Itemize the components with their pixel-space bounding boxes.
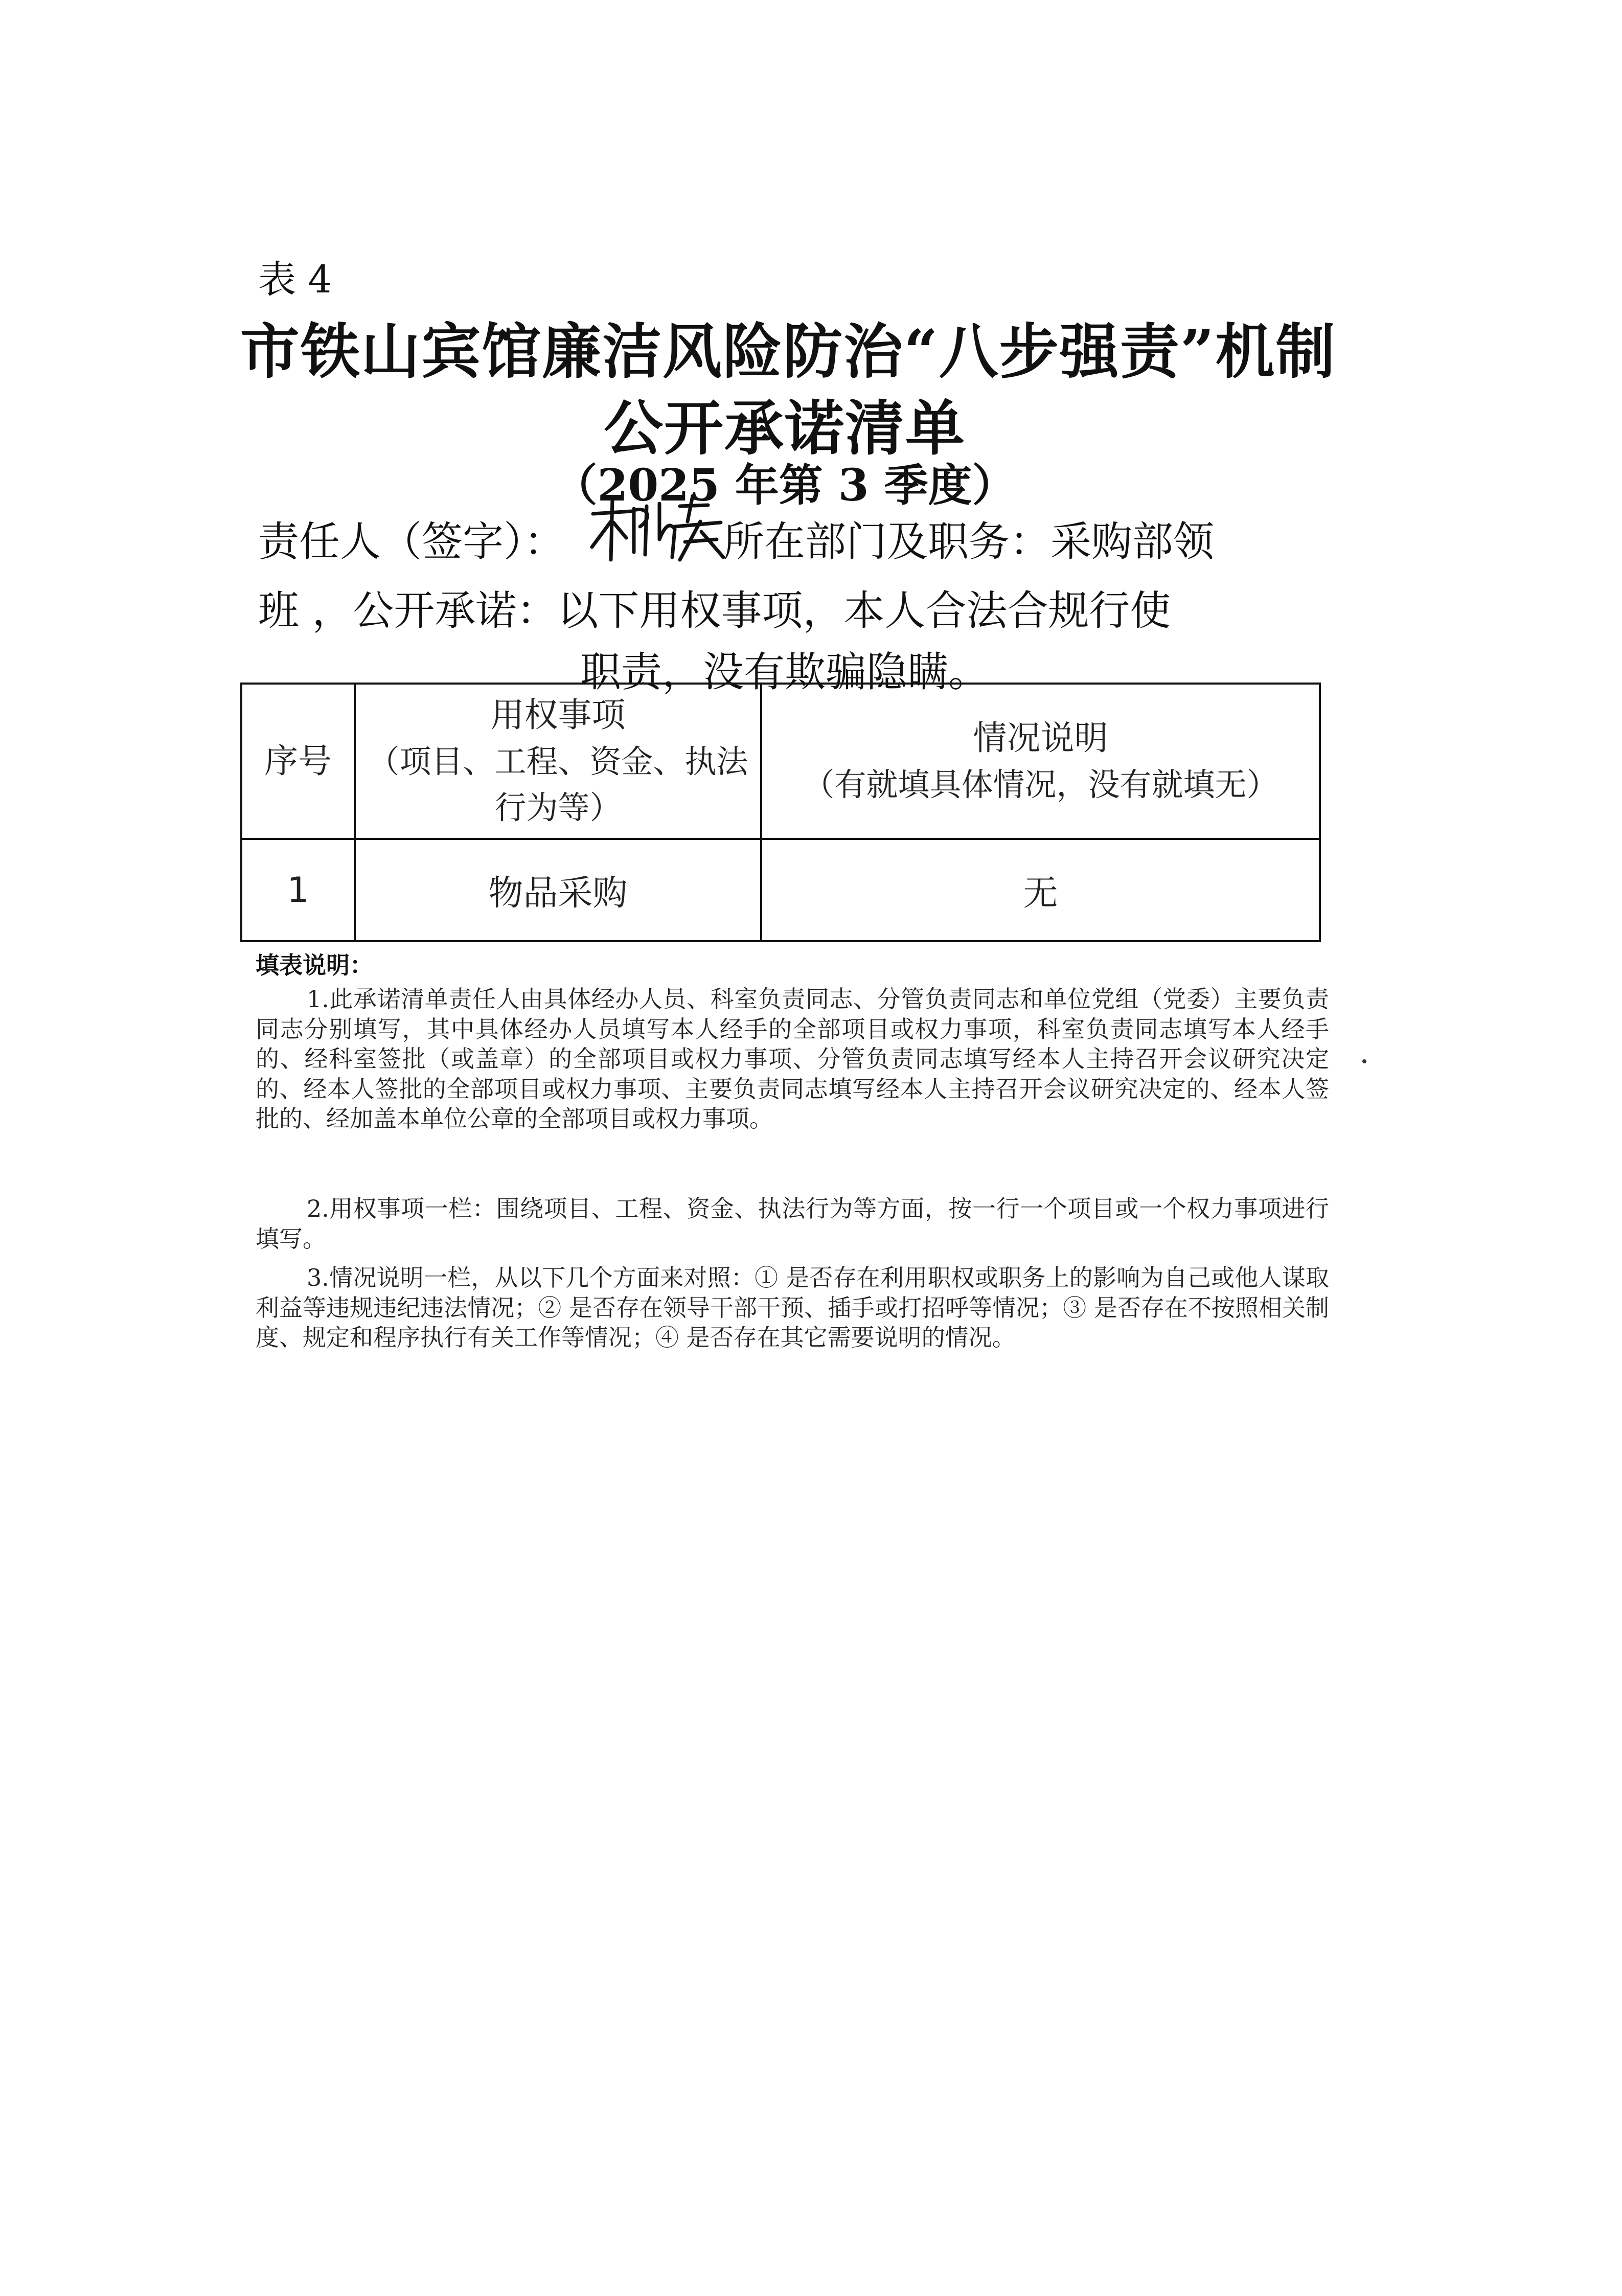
header-power-item-label: 用权事项	[490, 695, 626, 735]
header-description-sub: （有就填具体情况，没有就填无）	[803, 766, 1278, 803]
row-description: 无	[761, 839, 1320, 941]
row-serial: 1	[241, 839, 355, 941]
document-title-line1: 市铁山宾馆廉洁风险防治“八步强责”机制	[240, 317, 1336, 387]
table-row	[241, 839, 1320, 941]
header-power-item	[355, 684, 761, 839]
responsible-label: 责任人（签字）：	[258, 518, 565, 565]
header-power-item-sub: （项目、工程、资金、执法行为等）	[368, 743, 748, 826]
commitment-table	[240, 683, 1321, 942]
table-label: 表 4	[258, 258, 332, 302]
commitment-line3: 职责，没有欺骗隐瞒。	[580, 648, 989, 696]
scan-speck	[1362, 1059, 1366, 1063]
commitment-line1	[258, 509, 1214, 567]
note-item-2: 2.用权事项一栏：围绕项目、工程、资金、执法行为等方面，按一行一个项目或一个权力事项进行填写。	[256, 1195, 1329, 1253]
header-serial	[241, 684, 355, 839]
header-description	[761, 684, 1320, 839]
department-label: 所在部门及职务：采购部领	[723, 518, 1214, 565]
handwritten-signature	[583, 491, 736, 567]
notes-title: 填表说明：	[256, 951, 373, 979]
note-item-3: 3.情况说明一栏，从以下几个方面来对照：① 是否存在利用职权或职务上的影响为自己或他人谋取利益等违规违纪违法情况；② 是否存在领导干部干预、插手或打招呼等情况；③ 是否存在不按照相关制度、规定和程序执行有关工作等情况；④ 是否存在其它需要说明的情况。	[256, 1264, 1329, 1351]
document-title-line2: 公开承诺清单	[604, 394, 966, 463]
note-item-1: 1.此承诺清单责任人由具体经办人员、科室负责同志、分管负责同志和单位党组（党委）主要负责同志分别填写，其中具体经办人员填写本人经手的全部项目或权力事项，科室负责同志填写本人经手的、经科室签批（或盖章）的全部项目或权力事项、分管负责同志填写经本人主持召开会议研究决定的、经本人签批的全部项目或权力事项、主要负责同志填写经本人主持召开会议研究决定的、经本人签批的、经加盖本单位公章的全部项目或权力事项。	[256, 985, 1329, 1132]
header-serial-label: 序号	[264, 741, 332, 781]
table-header-row	[241, 684, 1320, 839]
commitment-line2: 班 ，公开承诺：以下用权事项，本人合法合规行使	[258, 587, 1171, 634]
quarter-label: （2025 年第 3 季度）	[553, 460, 1016, 511]
row-item: 物品采购	[355, 839, 761, 941]
header-description-label: 情况说明	[973, 718, 1108, 758]
